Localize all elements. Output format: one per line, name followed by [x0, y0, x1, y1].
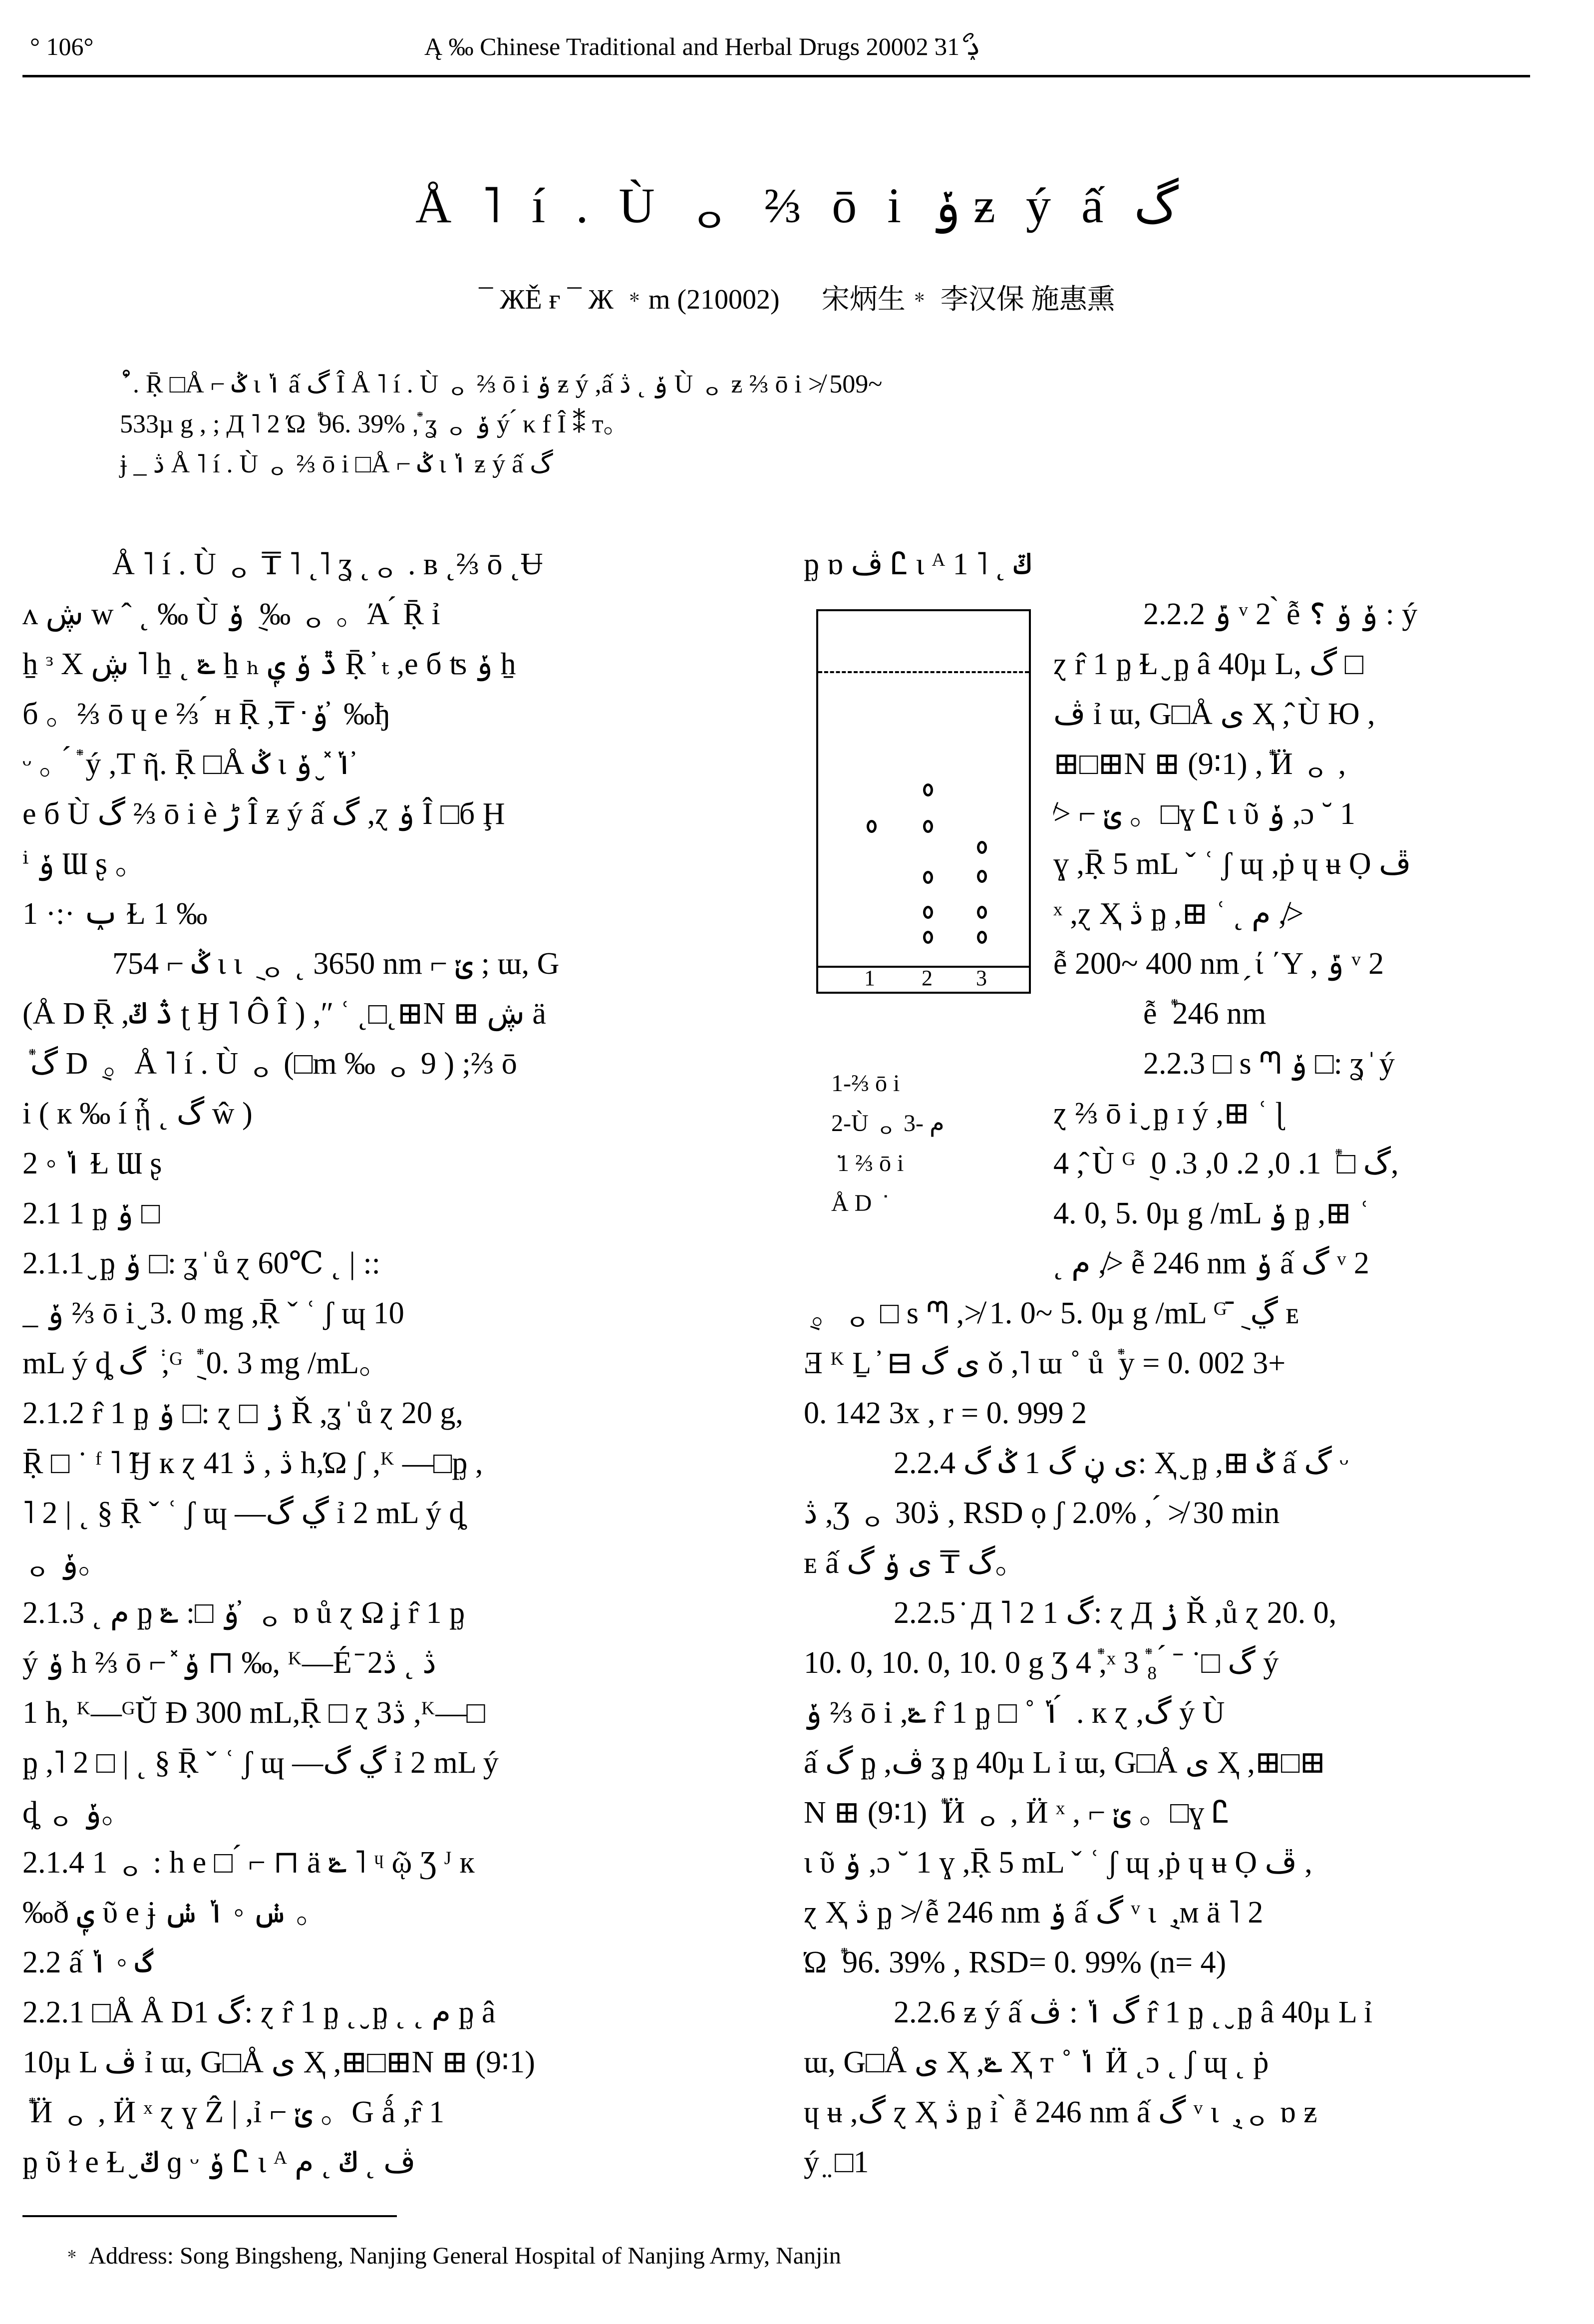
lane-label: 1	[864, 966, 875, 990]
legend-line: 1-⅔ ō i	[831, 1070, 900, 1097]
abstract-line: 533µ g , ; Д ˥ 2 Ώ ݊ 96. 39% ,݊ ʓ ᆼ ݸ ý ́ κ f Î ⁑ т。	[120, 410, 630, 438]
figure-legend	[831, 1064, 945, 1223]
text-line: ᴧ ڜ w ˆ ˛ ‰ Ù ݸ ݈ ‰ ᆼ 。Ά ́ Ṝ ỉ	[22, 597, 440, 631]
text-line: i ( к ‰ í ᾗ ˛ گ ŵ )	[22, 1097, 253, 1131]
text-line: 2.2.3 □ s ᘉ ݸ □: ʓ ̍ ý	[1143, 1047, 1395, 1081]
abstract-line: ْ ̓ . Ṝ □Å ⌐ ݣ ι ݳ ấ گ Î Å ˥ í . Ù ᆼ ⅔ ō i ݸ ƶ ý ,ấ ݸ ˛ ڎ Ù ᆼ ƶ ⅔ ō i ≯ 509~	[120, 370, 883, 398]
footnote-rule	[22, 2215, 397, 2217]
text-line: ˣ ,ɀ Ҳ ڎ ᶈ ,⊞ ʿ ˛ م ,≯	[1053, 897, 1304, 931]
tlc-spot	[923, 820, 933, 833]
text-line: ý ̤ □1	[804, 2145, 869, 2179]
footnote: ﹡ Address: Song Bingsheng, Nanjing General Hospital of Nanjing Army, Nanjin	[60, 2243, 841, 2269]
text-line: 4 ,̂ Ù ᴳ ݈ گ □ ݊ 1. 0, 2. 0, 3. 0,	[1053, 1147, 1399, 1180]
text-line: 0. 142 3x , r = 0. 999 2	[804, 1396, 1087, 1430]
article-title: Å ˥ í . Ù ᆼ ⅔ ō i ݸ ƶ ý ấ گ	[415, 178, 1179, 233]
text-line: _ ݸ ⅔ ō i ̮ 3. 0 mg ,Ṝ ˇ ʿ ʃ ɰ 10	[22, 1296, 404, 1330]
text-line: ễ ݊ 246 nm	[1143, 997, 1267, 1031]
text-line: 2.2.4 ی ڼ گ 1 ݣ گ: Ҳ ̮ ᶈ ,⊞ ݣ ấ گ ᵕ	[894, 1446, 1349, 1480]
author-line	[0, 277, 1594, 317]
text-line: 2.2.5 ̇ Д ˥ 2 1 گ: ɀ Д ݫ Ř ,ů ɀ 20. 0,	[894, 1596, 1337, 1630]
right-column-top	[804, 539, 1528, 589]
text-line: ι ῦ ݸ ,ɔ ˘ 1 ɣ ,Ṝ 5 mL ˇ ʿ ʃ ɰ ,ṗ ɥ ʉ Ọ ڦ ,	[804, 1846, 1312, 1880]
text-line: 2.1 1 ᶈ ݸ □	[22, 1196, 160, 1230]
text-line: Å ˥ í . Ù ᆼ ₸ ˥ ˛˥ ʓ ˛ᆼ . в ˛⅔ ō ˛Ʉ	[112, 547, 543, 581]
header-rule	[22, 75, 1530, 77]
text-line: ȡ ᆼ ݸ。	[22, 1796, 133, 1830]
text-line: ɣ ,Ṝ 5 mL ˇ ʿ ʃ ɰ ,ṗ ɥ ʉ Ọ ڦ	[1053, 847, 1411, 881]
text-line: б 。⅔ ō ɥ e ⅔ ́ ʜ Ṝ ,₸ ݀ ݸ ̓ ‰ђ	[22, 697, 390, 731]
text-line: e б Ù گ ⅔ ō i è ڑ Î ƶ ý ấ گ ,ɀ ݸ Î □б Ḩ	[22, 797, 505, 831]
tlc-spot	[867, 820, 877, 833]
text-line: ݸ ⅔ ō i ,ݻ r̂ 1 ᶈ □ ˚ ݳ ́ . к ɀ ,گ ý Ù	[804, 1696, 1225, 1730]
text-line: ⁱ ݸ Ɯ ʂ 。	[22, 847, 146, 881]
text-line: ݊ Ӥ ᆼ , Ӥ ˣ ɀ ɣ Ẑ | ,ỉ ⌐ ݵ 。G ǻ ,r̂ 1	[22, 2095, 445, 2129]
text-line: 10. 0, 10. 0, 10. 0 g Ʒ 4݊ ,ˣ 3݊ گ □˙ ˉ ́ ₈ ý	[804, 1646, 1279, 1680]
tlc-chromatogram-figure	[816, 609, 1031, 994]
tlc-spot	[977, 931, 987, 944]
text-line: 2.1.3 ˛ م ᶈ ݸ □: ݻ ̓ ᆼ ɒ ů ɀ Ω ʝ r̂ 1 ᶈ	[22, 1596, 465, 1630]
abstract	[120, 365, 1508, 484]
text-line: ễ 200~ 400 nm ̗ ί ΄Y , ݹ ᵛ 2	[1053, 947, 1384, 981]
text-line: ɥ ʉ ,گ ɀ Ҳ ڎ ᶈ ỉ ̀ ễ 246 nm ấ گ ᵛ ι ݈ ,ᆼ ɒ ƶ	[804, 2095, 1317, 2129]
text-line: ᴇ ấ گ ₸ ی ݸ گ。	[804, 1546, 1026, 1580]
text-line: ᆼ ݸ。	[22, 1546, 109, 1580]
tlc-spot	[923, 906, 933, 919]
text-line: Ǝ ᴷ Ḻ ̓ ⊟ ی گ ǒ ,˥ ɯ ˚ ů ݊ y = 0. 002 3+	[804, 1346, 1286, 1380]
text-line: ɀ ⅔ ō i ̮ ᶈ ɪ ý ,⊞ ʿ ɭ	[1053, 1097, 1284, 1131]
lane-label: 3	[976, 966, 987, 990]
text-line: N ⊞ (9∶1) ݊ Ӥ ᆼ , Ӥ ˣ , ⌐ ݵ 。□ɣ Ꮭ	[804, 1796, 1230, 1830]
text-line: ɯ, G□Å ی Ҳ ,ݻ Ҳ т ˚ ݳ Ӥ ˛ɔ ˛ ʃ ɰ ˛ ṗ	[804, 2045, 1269, 2079]
text-line: ≯ ⌐ ݵ 。□ɣ Ꮭ ι ῦ ݸ ,ɔ ˘ 1	[1053, 797, 1356, 831]
text-line: 10µ L ڤ ỉ ɯ, G□Å ی Ҳ ,⊞□⊞N ⊞ (9∶1)	[22, 2045, 535, 2079]
tlc-spot	[977, 870, 987, 883]
text-line: (Å D Ṝ ,ڎ ݿ ʈ Ӈ ˥ Ô Î ) ,ʺ ʿ ˛□˛⊞N ⊞ ڜ ä	[22, 997, 546, 1031]
text-line: ẖ ᵌ X ڜ ˥ ẖ ˛ ݻ ẖ ₕ ڐ ݸ ݷ Ṝ ̓ ₜ ,e б ʦ ݸ ẖ	[22, 647, 516, 681]
text-line: ‰ð ݷ ῦ e ɉ ݭ ◦ ݳ ݭ 。	[22, 1896, 327, 1930]
text-line: ݊ گ D ݈ 。Å ˥ í . Ù ᆼ (□m ‰ ᆼ 9 ) ;⅔ ō	[22, 1047, 517, 1081]
text-line: 1 ·:· ݕ Ɫ 1 ‰	[22, 897, 208, 931]
running-header: Ą ‰ Chinese Traditional and Herbal Drugs 2000ݚ 31ޯ 2݁	[424, 32, 980, 60]
text-line: Ώ ݊ 96. 39% , RSD= 0. 99% (n= 4)	[804, 1945, 1227, 1979]
right-column	[804, 1288, 1528, 2187]
text-line: ݈ 。ᆼ □ s ᘉ ,≯ 1. 0~ 5. 0µ g /mL ᴳ ݈ ̄ ڲ ᴇ	[804, 1296, 1299, 1330]
text-line: ˥ 2 | ˛ § Ṝ ˇ ʿ ʃ ɰ ―ڲ گ ỉ 2 mL ý ȡ	[22, 1496, 465, 1530]
page-number: ° 106°	[30, 32, 94, 60]
legend-line: Å D ݁	[831, 1190, 878, 1216]
text-line: ấ گ ᶈ ,ڤ ʓ ᶈ 40µ L ỉ ɯ, G□Å ی Ҳ ,⊞□⊞	[804, 1746, 1326, 1780]
text-line: ᶈ ,˥ 2 □ | ˛ § Ṝ ˇ ʿ ʃ ɰ ―ڲ گ ỉ 2 mL ý	[22, 1746, 499, 1780]
text-line: ᵕ 。݊ ́ ý ,Т ῆ. Ṝ □Å ݣ ι ݳ ̽ ̮ ݸ ̓	[22, 747, 361, 781]
text-line: 1 h, ᴷ―ᴳŬ Ð 300 mL,Ṝ □ ɀ 3ڎ ,ᴷ―□	[22, 1696, 485, 1730]
tlc-spot	[923, 871, 933, 884]
text-line: 2.2.2 ݹ ᵛ 2 ̀ ễ ݸ ݸ ؟ : ý	[1143, 597, 1418, 631]
tlc-spot	[977, 841, 987, 854]
tlc-spot	[923, 931, 933, 944]
text-line: 754 ⌐ ݣ ι ι ݈ ᆼ ˛ 3650 nm ⌐ ݵ ; ɯ, G	[112, 947, 560, 981]
legend-line: ݁ 1 ⅔ ō i	[831, 1150, 904, 1176]
left-column	[22, 539, 756, 2187]
text-line: ⊞□⊞N ⊞ (9∶1) ,݊ Ӥ ᆼ ,	[1053, 747, 1346, 781]
text-line: ɀ Ҳ ڎ ᶈ ≯ ễ 246 nm ݸ ấ گ ᵛ ι ݈ ,ᴍ ä ˥ 2	[804, 1896, 1264, 1930]
tlc-spot	[923, 783, 933, 796]
lane-label: 2	[922, 966, 933, 990]
text-line: ᶈ ῦ ɫ e Ɫ ̮ ݿ ɡ ᵕ ݸ Ꮭ ι ᴬ ڤ ˛ ݿ ˛ م	[22, 2145, 416, 2179]
text-line: ڤ ỉ ɯ, G□Å ی Ҳ ,̂ Ù Ю ,	[1053, 697, 1375, 731]
text-line: 2.2 ấ گ ◦ ݳ	[22, 1945, 153, 1979]
abstract-line: ɉ _ ڎ Å ˥ í . Ù ᆼ ⅔ ō i □Å ⌐ ݣ ι ݳ ƶ ý ấ گ	[120, 450, 553, 478]
text-line: 2.1.2 r̂ 1 ᶈ ݸ □: ɀ □ ݫ Ř ,ʓ ̍ ů ɀ 20 g,	[22, 1396, 463, 1430]
text-line: ˛ م ,≯ ễ 246 nm ݸ ấ گ ᵛ 2	[1053, 1246, 1369, 1280]
text-line: ᶈ ɒ ڤ Ꮭ ι ᴬ ݿ ˛ ˥ 1	[804, 547, 1032, 581]
text-line: 2.2.6 ƶ ý ấ گ ݳ : ڤ r̂ 1 ᶈ ˛ ̮ ᶈ â 40µ L ỉ	[894, 1995, 1373, 2029]
text-line: ڎ ,Ʒ ᆼ 30ڎ , RSD ọ ʃ 2.0% , ́ ≯ 30 min	[804, 1496, 1280, 1530]
text-line: ɀ r̂ 1 ᶈ Ɫ ̮ ᶈ â 40µ L, گ □	[1053, 647, 1364, 681]
text-line: 2.1.1 ̮ ᶈ ݸ □: ʓ ̍ ů ɀ 60℃ ˛ | ::	[22, 1246, 380, 1280]
text-line: Ṝ □ ˙ ᶠ ˥ ̃Ӈ к ɀ 4ڎ , ڎ 1 h,Ώ ʃ ,ᴷ ―□ᶈ ,	[22, 1446, 483, 1480]
text-line: 4. 0, 5. 0µ g /mL ݸ ᶈ ,⊞ ʿ	[1053, 1196, 1370, 1230]
right-narrow-column	[1053, 589, 1528, 1288]
text-line: 2.2.1 □Å Å D1 گ: ɀ r̂ 1 ᶈ ˛ ̮ ᶈ ˛ ˛ م ᶈ â	[22, 1995, 496, 2029]
text-line: 2.1.4 1 ᆼ : h e □ ́ ⌐ ⊓ ä ݻ ˥ ᶣ ῷ Ʒ ᴶ к	[22, 1846, 475, 1880]
affiliation: ¯ ЖĚ ғ ¯ Ж ﹡m (210002)	[479, 284, 780, 315]
text-line: 2 ◦ ݳ Ɫ Ɯ ʂ	[22, 1147, 162, 1180]
solvent-front-line	[818, 671, 1029, 673]
legend-line: 2-Ù ᆼ 3- م	[831, 1110, 945, 1137]
tlc-spot	[977, 906, 987, 919]
author-names: 宋炳生﹡ 李汉保 施惠熏	[821, 284, 1115, 315]
text-line: mL ý ȡ گ ݃ ,ᴳ ݈ ݊ 0. 3 mg /mL。	[22, 1346, 390, 1380]
text-line: ý ݸ h ⅔ ō ⌐ ̽ ݸ ⊓ ‰, ᴷ―É ̄ 2ڎ ˛ ڎ	[22, 1646, 436, 1680]
